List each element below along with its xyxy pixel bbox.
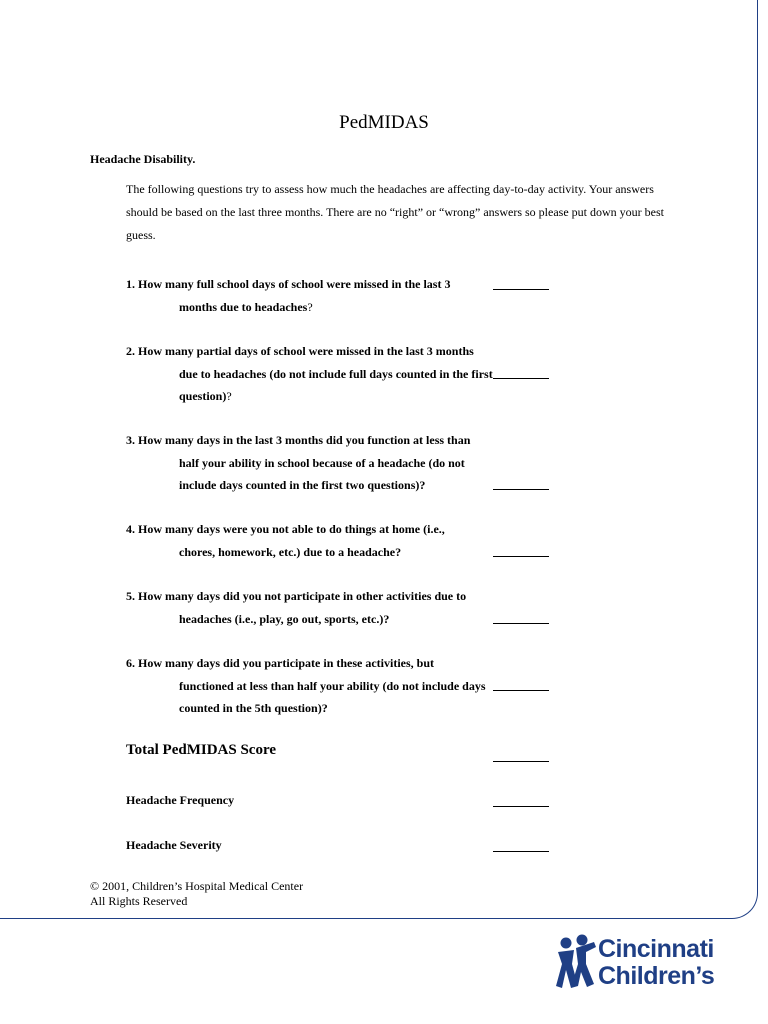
- logo-line-1: Cincinnati: [598, 935, 714, 963]
- question-5-line1: 5. How many days did you not participate in other activities due to: [126, 589, 467, 603]
- question-4-continuation: chores, homework, etc.) due to a headache?: [179, 544, 402, 559]
- copyright-line: © 2001, Children’s Hospital Medical Center: [90, 879, 304, 893]
- headache-frequency-label: Headache Frequency: [126, 793, 235, 807]
- page-title: PedMIDAS: [339, 112, 429, 133]
- intro-paragraph: The following questions try to assess how much the headaches are affecting day-to-day activity. Your answers should be based on the last three months. There are no “right” or “wrong” answers so please put down your best guess.: [126, 182, 664, 242]
- headache-severity-label: Headache Severity: [126, 838, 222, 852]
- question-2-line1: 2. How many partial days of school were missed in the last 3 months: [126, 344, 474, 358]
- answer-blank-2[interactable]: [493, 378, 549, 379]
- copyright-notice: [90, 879, 303, 909]
- question-5: [126, 585, 498, 630]
- answer-blank-5[interactable]: [493, 623, 549, 624]
- question-6: [126, 652, 498, 720]
- question-2-continuation: due to headaches (do not include full days counted in the first question): [179, 366, 493, 403]
- question-4: [126, 518, 498, 563]
- answer-blank-1[interactable]: [493, 289, 549, 290]
- total-score-label: Total PedMIDAS Score: [126, 742, 276, 758]
- answer-blank-3[interactable]: [493, 489, 549, 490]
- question-3-line1: 3. How many days in the last 3 months did you function at less than: [126, 433, 471, 447]
- question-1-continuation: months due to headaches: [179, 299, 308, 314]
- question-6-continuation: functioned at less than half your ability (do not include days counted in the 5th question)?: [179, 678, 486, 715]
- rights-line: All Rights Reserved: [90, 894, 188, 908]
- question-3-continuation: half your ability in school because of a headache (do not include days counted in the first two questions)?: [179, 455, 465, 492]
- question-1: [126, 273, 498, 318]
- question-6-line1: 6. How many days did you participate in these activities, but: [126, 656, 435, 670]
- question-1-line1: 1. How many full school days of school were missed in the last 3: [126, 277, 451, 291]
- answer-blank-6[interactable]: [493, 690, 549, 691]
- cincinnati-childrens-logo: [556, 934, 746, 996]
- question-4-line1: 4. How many days were you not able to do things at home (i.e.,: [126, 522, 445, 536]
- answer-blank-4[interactable]: [493, 556, 549, 557]
- logo-line-2: Children’s: [598, 962, 715, 990]
- total-score-blank[interactable]: [493, 761, 549, 762]
- question-5-continuation: headaches (i.e., play, go out, sports, etc.)?: [179, 611, 390, 626]
- section-heading: Headache Disability.: [90, 152, 196, 166]
- question-1-tail: ?: [307, 299, 313, 314]
- question-2-tail: ?: [226, 389, 232, 403]
- headache-frequency-blank[interactable]: [493, 806, 549, 807]
- headache-severity-blank[interactable]: [493, 851, 549, 852]
- logo-figures-icon: [556, 934, 598, 992]
- question-2: [126, 340, 498, 408]
- question-3: [126, 429, 498, 497]
